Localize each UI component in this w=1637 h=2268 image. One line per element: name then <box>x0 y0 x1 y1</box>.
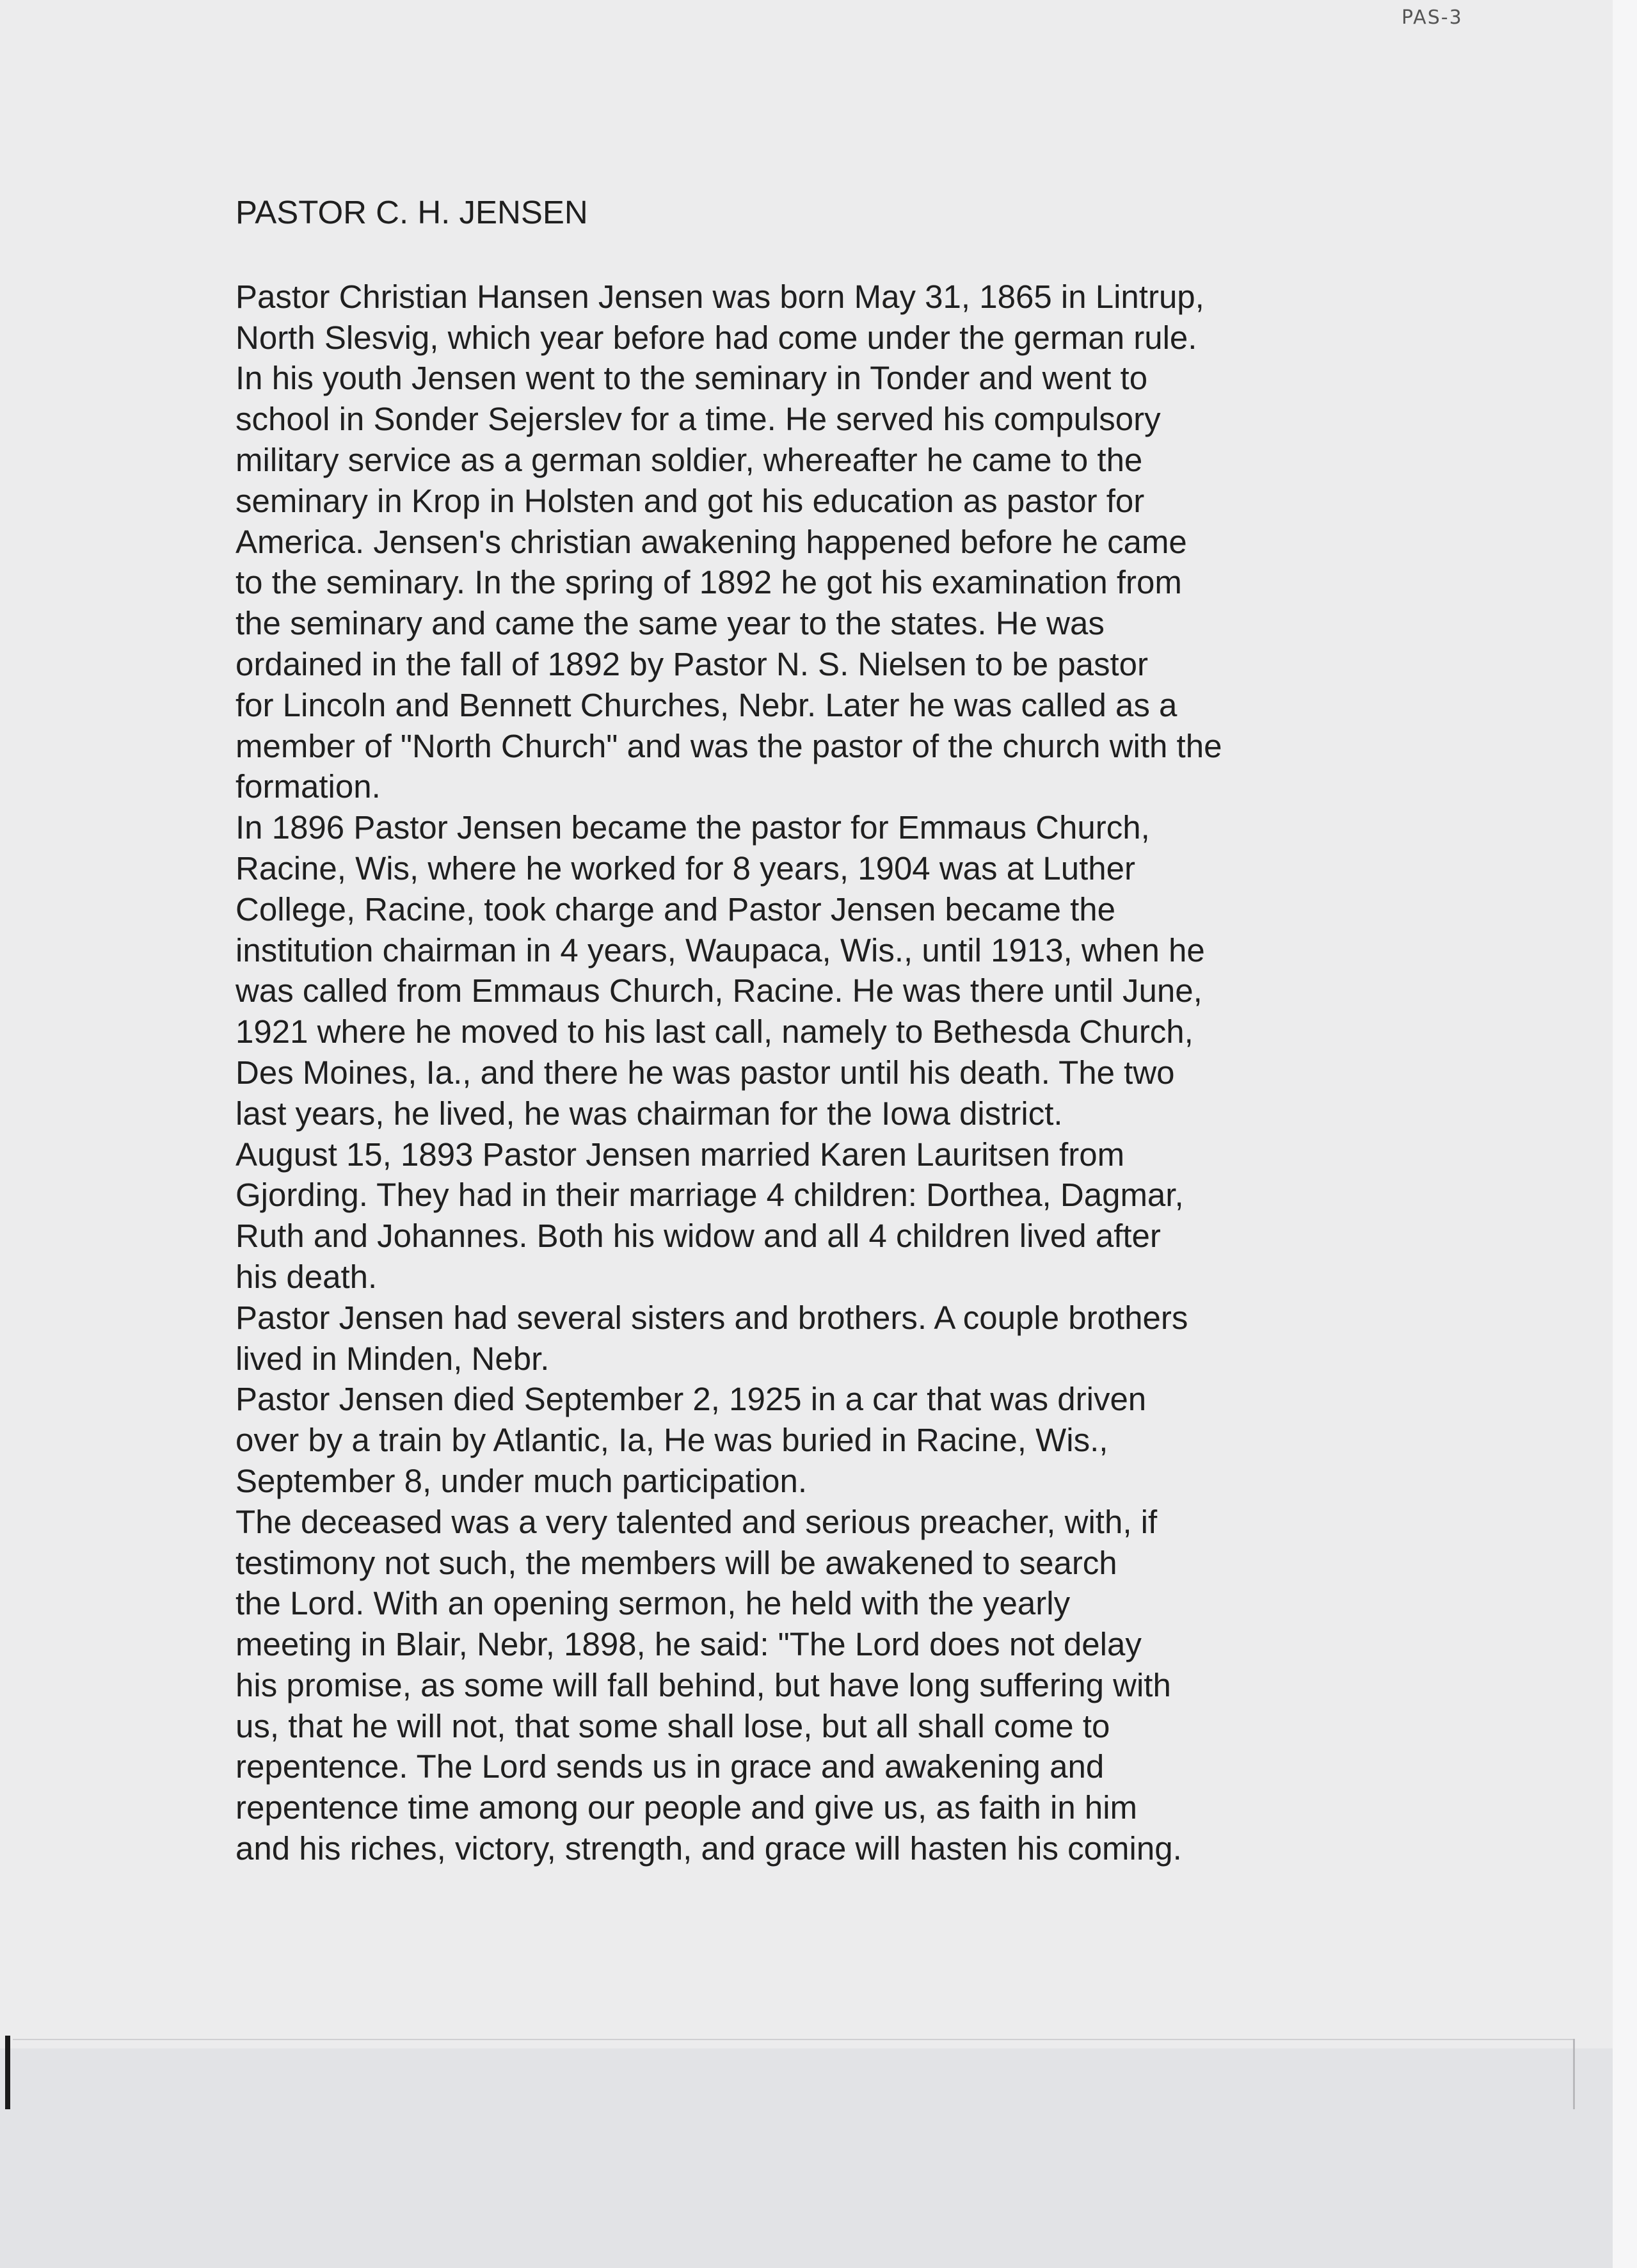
text-line: last years, he lived, he was chairman for the Iowa district. <box>236 1095 1063 1132</box>
text-line: and his riches, victory, strength, and grace will hasten his coming. <box>236 1830 1182 1867</box>
text-line: his promise, as some will fall behind, but have long suffering with <box>236 1666 1171 1703</box>
text-line: to the seminary. In the spring of 1892 he got his examination from <box>236 564 1182 601</box>
text-line: testimony not such, the members will be awakened to search <box>236 1544 1117 1581</box>
text-line: institution chairman in 4 years, Waupaca, Wis., until 1913, when he <box>236 931 1205 969</box>
text-line: Pastor Jensen had several sisters and brothers. A couple brothers <box>236 1299 1188 1336</box>
scan-right-edge <box>1613 0 1637 2268</box>
text-line: Pastor Jensen died September 2, 1925 in a car that was driven <box>236 1381 1147 1418</box>
text-line: military service as a german soldier, whereafter he came to the <box>236 441 1143 478</box>
scan-bottom-margin <box>0 2048 1613 2268</box>
text-line: member of "North Church" and was the pastor of the church with the <box>236 727 1222 764</box>
body-text <box>236 277 1451 1869</box>
document-title: PASTOR C. H. JENSEN <box>236 194 588 230</box>
text-line: In his youth Jensen went to the seminary in Tonder and went to <box>236 360 1148 397</box>
text-line: lived in Minden, Nebr. <box>236 1340 550 1377</box>
text-line: America. Jensen's christian awakening happened before he came <box>236 523 1187 560</box>
scan-right-edge-mark <box>1573 2039 1575 2109</box>
scan-left-edge-mark <box>5 2036 10 2109</box>
corner-page-note: PAS-3 <box>1401 6 1463 29</box>
text-line: Des Moines, Ia., and there he was pastor until his death. The two <box>236 1054 1175 1091</box>
document-body <box>236 192 1451 1869</box>
text-line: repentence. The Lord sends us in grace and awakening and <box>236 1748 1105 1785</box>
text-line: seminary in Krop in Holsten and got his education as pastor for <box>236 482 1145 519</box>
text-line: us, that he will not, that some shall lose, but all shall come to <box>236 1707 1110 1744</box>
text-line: In 1896 Pastor Jensen became the pastor for Emmaus Church, <box>236 809 1150 846</box>
text-line: Ruth and Johannes. Both his widow and all 4 children lived after <box>236 1218 1161 1255</box>
text-line: repentence time among our people and give us, as faith in him <box>236 1789 1138 1826</box>
text-line: meeting in Blair, Nebr, 1898, he said: "The Lord does not delay <box>236 1626 1142 1663</box>
text-line: formation. <box>236 768 381 805</box>
text-line: school in Sonder Sejerslev for a time. He served his compulsory <box>236 401 1161 438</box>
text-line: Gjording. They had in their marriage 4 children: Dorthea, Dagmar, <box>236 1177 1184 1214</box>
text-line: College, Racine, took charge and Pastor Jensen became the <box>236 890 1116 928</box>
text-line: the seminary and came the same year to the states. He was <box>236 605 1105 642</box>
text-line: for Lincoln and Bennett Churches, Nebr. Later he was called as a <box>236 686 1178 723</box>
scan-fold-line <box>13 2039 1574 2040</box>
text-line: North Slesvig, which year before had come under the german rule. <box>236 319 1197 356</box>
text-line: September 8, under much participation. <box>236 1462 807 1499</box>
text-line: Pastor Christian Hansen Jensen was born May 31, 1865 in Lintrup, <box>236 278 1204 315</box>
text-line: Racine, Wis, where he worked for 8 years, 1904 was at Luther <box>236 849 1136 887</box>
text-line: his death. <box>236 1258 378 1295</box>
text-line: The deceased was a very talented and serious preacher, with, if <box>236 1503 1158 1540</box>
text-line: the Lord. With an opening sermon, he held with the yearly <box>236 1585 1071 1622</box>
text-line: over by a train by Atlantic, Ia, He was buried in Racine, Wis., <box>236 1422 1108 1459</box>
text-line: August 15, 1893 Pastor Jensen married Karen Lauritsen from <box>236 1136 1125 1173</box>
text-line: was called from Emmaus Church, Racine. He was there until June, <box>236 972 1202 1009</box>
text-line: ordained in the fall of 1892 by Pastor N. S. Nielsen to be pastor <box>236 645 1149 682</box>
text-line: 1921 where he moved to his last call, namely to Bethesda Church, <box>236 1013 1194 1050</box>
